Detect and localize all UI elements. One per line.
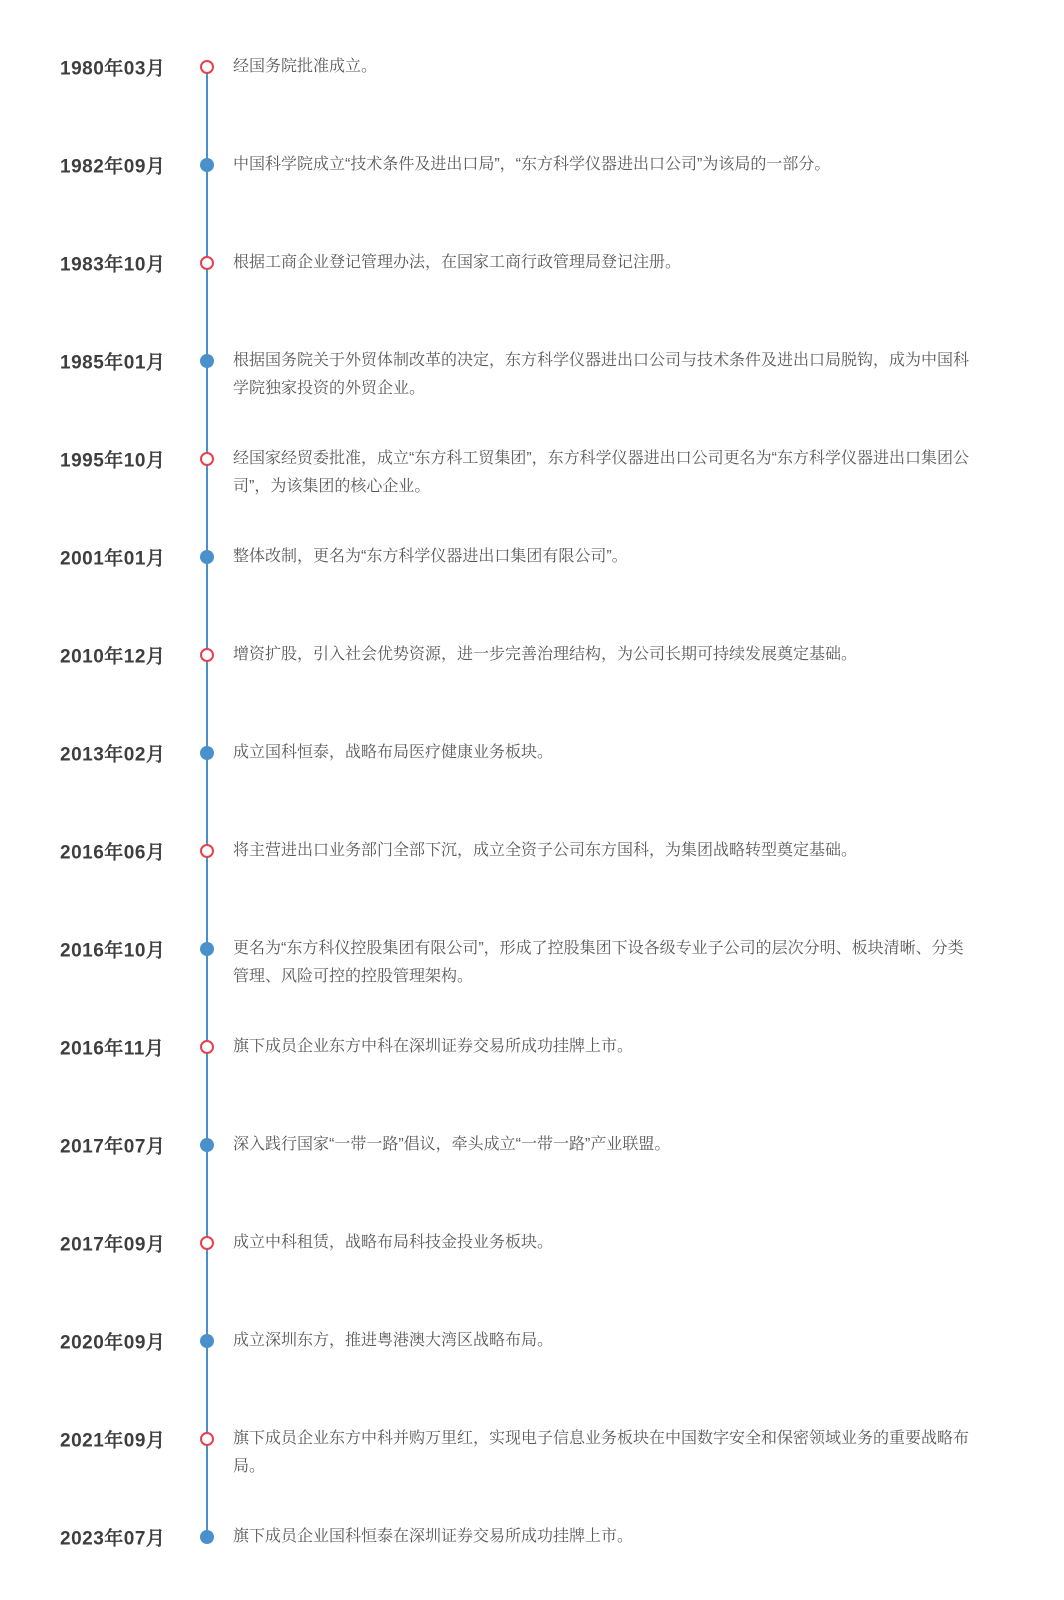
event-description: 经国务院批准成立。 (233, 58, 378, 75)
event-description: 旗下成员企业国科恒泰在深圳证券交易所成功挂牌上市。 (233, 1528, 634, 1545)
timeline-dot-filled-icon (200, 550, 214, 564)
event-description: 增资扩股，引入社会优势资源，进一步完善治理结构，为公司长期可持续发展奠定基础。 (233, 646, 858, 663)
timeline-dot-hollow-icon (200, 844, 214, 858)
event-date: 2020年09月 (60, 1332, 166, 1354)
timeline-dot-filled-icon (200, 158, 214, 172)
timeline-dot-hollow-icon (200, 256, 214, 270)
event-description: 根据国务院关于外贸体制改革的决定，东方科学仪器进出口公司与技术条件及进出口局脱钩，成为中国科学院独家投资的外贸企业。 (233, 352, 970, 397)
event-date: 2023年07月 (60, 1528, 166, 1550)
timeline-spine-line (206, 67, 208, 1537)
event-date: 1980年03月 (60, 58, 166, 80)
event-date: 2013年02月 (60, 744, 166, 766)
event-date: 2021年09月 (60, 1430, 166, 1452)
event-date: 2010年12月 (60, 646, 166, 668)
event-description: 更名为“东方科仪控股集团有限公司”，形成了控股集团下设各级专业子公司的层次分明、板块清晰、分类管理、风险可控的控股管理架构。 (233, 940, 964, 985)
event-description: 成立国科恒泰，战略布局医疗健康业务板块。 (233, 744, 554, 761)
event-description: 中国科学院成立“技术条件及进出口局”，“东方科学仪器进出口公司”为该局的一部分。 (233, 156, 831, 173)
timeline-dot-hollow-icon (200, 1432, 214, 1446)
timeline-dot-filled-icon (200, 1530, 214, 1544)
event-description: 根据工商企业登记管理办法，在国家工商行政管理局登记注册。 (233, 254, 682, 271)
event-date: 2016年11月 (60, 1038, 165, 1060)
event-date: 2017年09月 (60, 1234, 166, 1256)
timeline-dot-filled-icon (200, 746, 214, 760)
timeline-dot-hollow-icon (200, 60, 214, 74)
timeline-dot-hollow-icon (200, 452, 214, 466)
event-date: 2017年07月 (60, 1136, 166, 1158)
event-date: 2001年01月 (60, 548, 166, 570)
timeline-dot-filled-icon (200, 942, 214, 956)
event-description: 整体改制，更名为“东方科学仪器进出口集团有限公司”。 (233, 548, 628, 565)
event-description: 经国家经贸委批准，成立“东方科工贸集团”，东方科学仪器进出口公司更名为“东方科学仪器进出口集团公司”，为该集团的核心企业。 (233, 450, 969, 495)
event-date: 2016年06月 (60, 842, 166, 864)
timeline-dot-filled-icon (200, 354, 214, 368)
timeline-dot-filled-icon (200, 1138, 214, 1152)
event-description: 深入践行国家“一带一路”倡议，牵头成立“一带一路”产业联盟。 (233, 1136, 671, 1153)
event-date: 1995年10月 (60, 450, 166, 472)
event-date: 1983年10月 (60, 254, 166, 276)
timeline-dot-hollow-icon (200, 1236, 214, 1250)
event-description: 成立深圳东方，推进粤港澳大湾区战略布局。 (233, 1332, 554, 1349)
event-description: 旗下成员企业东方中科在深圳证券交易所成功挂牌上市。 (233, 1038, 634, 1055)
event-description: 将主营进出口业务部门全部下沉，成立全资子公司东方国科，为集团战略转型奠定基础。 (233, 842, 858, 859)
event-description: 旗下成员企业东方中科并购万里红，实现电子信息业务板块在中国数字安全和保密领域业务的重要战略布局。 (233, 1430, 970, 1475)
event-date: 1985年01月 (60, 352, 166, 374)
event-date: 1982年09月 (60, 156, 166, 178)
timeline-dot-filled-icon (200, 1334, 214, 1348)
timeline-dot-hollow-icon (200, 1040, 214, 1054)
timeline-dot-hollow-icon (200, 648, 214, 662)
event-date: 2016年10月 (60, 940, 166, 962)
event-description: 成立中科租赁，战略布局科技金投业务板块。 (233, 1234, 554, 1251)
